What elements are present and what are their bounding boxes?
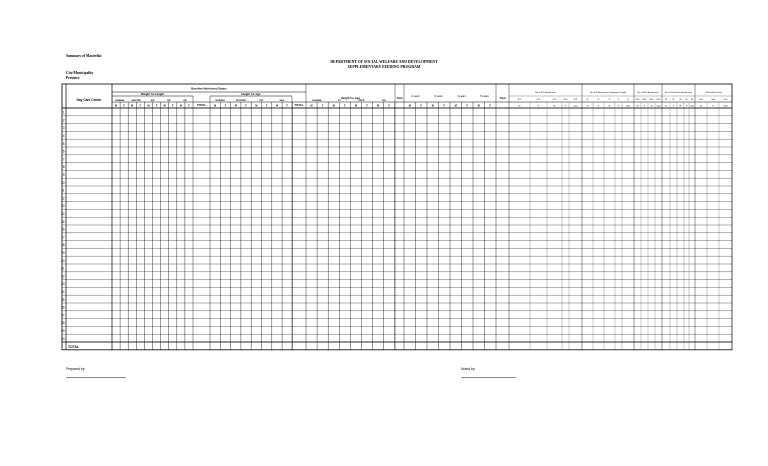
row-number-23: 23: [60, 282, 65, 287]
row-number-30: 30: [60, 336, 65, 341]
rg-1-cat-4: IP: [627, 99, 629, 101]
age-mf-3: F: [443, 104, 445, 108]
rg-1-cat-2: IP: [608, 99, 611, 101]
rg-0-cat-3: 4P'S: [563, 99, 568, 101]
rg-0-cat-0: 4P'S: [517, 99, 522, 101]
wfa-col-2: SW: [150, 100, 155, 102]
wfa-mf-1: F: [123, 104, 125, 108]
noted-by-line: [461, 377, 516, 378]
right-hfa-header: Height for Age: [340, 96, 361, 100]
noted-by-label: Noted by:: [461, 367, 476, 371]
row-number-9: 9: [62, 173, 65, 177]
rg-2-sub-0: M: [636, 105, 639, 108]
rg-4-sub-0: M: [700, 105, 702, 108]
age-mf-5: F: [466, 104, 468, 108]
row-number-12: 12: [60, 196, 65, 201]
row-number-28: 28: [60, 321, 65, 326]
rg-2-sub-1: F: [643, 105, 646, 108]
hfa-col-2: SST: [259, 100, 264, 102]
age-col-3: 5 years: [480, 95, 489, 98]
row-number-16: 16: [60, 227, 65, 232]
row-number-18: 18: [60, 243, 65, 248]
age-col-0: 2 years: [411, 95, 420, 98]
hfa-mf-4: M: [255, 104, 258, 108]
prepared-by-line: [66, 377, 126, 378]
hfa-mf-5: F: [265, 104, 268, 108]
right-group-0: No. of 4P'S Beneficiaries: [535, 92, 556, 94]
province-label: Province: [66, 76, 80, 80]
rg-1-sub-0: M: [586, 105, 589, 108]
total-col-3: Total: [396, 97, 403, 100]
total-col-2: TOTAL: [294, 103, 304, 107]
rg-2-cat-1: PWD: [642, 99, 647, 101]
hfa-mf-3: F: [245, 104, 247, 108]
rg-3-sub-1: F: [672, 105, 675, 108]
rhfa-mf-7: F: [388, 104, 390, 108]
row-number-26: 26: [60, 305, 65, 310]
rg-3-sub-2: M: [679, 105, 682, 108]
hfa-header: Height for Age: [241, 92, 261, 96]
row-number-5: 5: [62, 141, 65, 146]
rhfa-mf-3: F: [344, 104, 346, 108]
wfa-mf-9: F: [188, 104, 190, 108]
age-col-1: 3 years: [434, 95, 443, 98]
hfa-mf-2: M: [234, 104, 237, 108]
table-border: [62, 84, 732, 350]
rg-0-sub-3: F: [564, 105, 567, 108]
wfa-mf-4: M: [147, 104, 150, 108]
agency-title: DEPARTMENT OF SOCIAL WELFARE AND DEVELOPMENT: [330, 60, 438, 64]
rg-3-cat-3: SP: [685, 99, 688, 101]
rhfa-mf-4: M: [354, 104, 357, 108]
rg-2-cat-2: PWD: [649, 99, 654, 101]
right-hfa-col-3: OW: [381, 100, 386, 102]
right-hfa-col-0: NORMAL: [312, 100, 322, 102]
age-mf-7: F: [489, 104, 491, 108]
row-number-1: 1: [62, 110, 65, 115]
rg-0-sub-0: M: [518, 105, 521, 108]
hfa-col-0: NORMAL: [215, 100, 226, 102]
wfa-col-1: WASTED: [131, 100, 141, 102]
wfa-col-3: OW: [166, 100, 171, 102]
row-number-29: 29: [60, 329, 65, 333]
total-col-1: TOTAL: [196, 103, 207, 107]
hfa-col-3: TALL: [279, 100, 285, 102]
program-title: SUPPLEMENTARY FEEDING PROGRAM: [347, 65, 421, 69]
rg-4-cat-0: Total: [699, 99, 703, 101]
age-mf-1: F: [420, 104, 422, 108]
rg-4-sub-2: Total: [723, 105, 728, 108]
rg-1-cat-0: IP: [586, 99, 589, 101]
row-number-19: 19: [60, 251, 65, 255]
day-care-header: Day Care Center: [76, 98, 102, 102]
right-hfa-col-2: SEVR: [358, 100, 365, 102]
wfa-col-4: OB: [183, 100, 187, 102]
total-col-4: Total: [499, 97, 506, 100]
rg-0-sub-2: M: [553, 105, 556, 108]
age-mf-2: M: [431, 104, 434, 108]
total-row-label: TOTAL: [68, 344, 79, 349]
row-number-10: 10: [60, 180, 65, 185]
rhfa-mf-2: M: [332, 104, 335, 108]
age-mf-6: M: [477, 104, 480, 108]
row-number-3: 3: [62, 126, 65, 131]
row-number-8: 8: [62, 165, 65, 170]
rg-1-cat-1: IP: [597, 99, 600, 101]
age-mf-0: M: [408, 104, 411, 108]
row-number-27: 27: [60, 313, 65, 318]
wfa-mf-7: F: [172, 104, 174, 108]
row-number-20: 20: [60, 258, 65, 263]
rg-4-sub-1: F: [712, 105, 714, 108]
rg-3-cat-1: SP: [672, 99, 675, 101]
age-mf-4: M: [454, 104, 457, 108]
hfa-mf-7: F: [286, 104, 288, 108]
rg-0-sub-1: F: [537, 105, 540, 108]
wfa-mf-0: M: [115, 104, 118, 108]
row-number-17: 17: [60, 235, 65, 240]
rg-1-cat-3: IP: [617, 99, 620, 101]
hfa-mf-6: M: [275, 104, 278, 108]
rg-1-sub-4: Total: [625, 105, 631, 108]
rg-3-sub-0: M: [665, 105, 667, 108]
right-group-1: No. of IP Beneficiaries (Indigenous People): [589, 92, 627, 94]
rg-2-cat-0: PWD: [635, 99, 640, 101]
rg-0-cat-1: 4P'S: [536, 99, 541, 101]
row-number-6: 6: [62, 149, 65, 154]
rhfa-mf-1: F: [321, 104, 324, 108]
rg-3-cat-0: SP: [664, 99, 668, 101]
hfa-col-1: STUNTED: [235, 100, 247, 102]
rg-2-sub-3: Total: [656, 105, 661, 108]
row-number-22: 22: [60, 274, 65, 279]
row-number-24: 24: [60, 290, 65, 294]
hfa-mf-1: F: [224, 104, 227, 108]
rg-4-cat-1: Total: [711, 99, 715, 101]
rhfa-mf-5: F: [366, 104, 368, 108]
rg-3-sub-4: Total: [689, 105, 695, 108]
wfa-header: Weight for Height: [140, 92, 165, 96]
rg-0-cat-4: 4P'S: [573, 99, 578, 101]
right-group-3: No. of Solo Parent Beneficiaries: [665, 92, 692, 94]
row-number-4: 4: [62, 134, 65, 138]
right-group-2: No. of PWD Beneficiaries: [637, 92, 659, 94]
wfa-mf-6: M: [163, 104, 166, 108]
wfa-mf-3: F: [139, 104, 142, 108]
row-number-13: 13: [60, 204, 65, 209]
age-col-2: 4 years: [457, 95, 466, 98]
rg-0-cat-2: 4P'S: [552, 99, 557, 101]
wfa-mf-5: F: [155, 104, 158, 108]
row-number-7: 7: [62, 157, 65, 162]
city-label: City/Municipality: [66, 71, 94, 75]
rg-1-sub-1: F: [597, 105, 600, 108]
row-number-21: 21: [60, 266, 65, 271]
rg-2-sub-2: M: [650, 105, 653, 108]
row-number-11: 11: [61, 188, 65, 193]
rhfa-mf-0: M: [310, 104, 313, 108]
wfa-mf-8: M: [179, 104, 182, 108]
hfa-mf-0: M: [214, 104, 217, 108]
rg-3-cat-4: SP: [690, 99, 694, 101]
rg-3-cat-2: SP: [679, 99, 682, 101]
row-number-25: 25: [60, 297, 65, 302]
row-number-14: 14: [60, 212, 65, 216]
prepared-by-label: Prepared by:: [66, 367, 86, 371]
row-number-2: 2: [62, 118, 65, 123]
wfa-mf-2: M: [131, 104, 134, 108]
rg-4-cat-2: Total: [723, 99, 728, 101]
rg-1-sub-3: F: [617, 105, 620, 108]
rg-3-sub-3: F: [685, 105, 688, 108]
rg-1-sub-2: M: [608, 105, 611, 108]
wfa-col-0: NORMAL: [115, 100, 125, 102]
rg-2-cat-3: PWD: [656, 99, 661, 101]
rhfa-mf-6: M: [377, 104, 380, 108]
right-hfa-col-1: ST: [337, 100, 341, 102]
row-number-15: 15: [60, 219, 65, 224]
right-group-4: Child of Solo Parent: [705, 92, 722, 94]
baseline-header: Baseline Nutritional Status: [191, 86, 227, 91]
summary-label: Summary of Masterlist: [66, 54, 102, 58]
rg-0-sub-4: Total: [573, 105, 578, 108]
